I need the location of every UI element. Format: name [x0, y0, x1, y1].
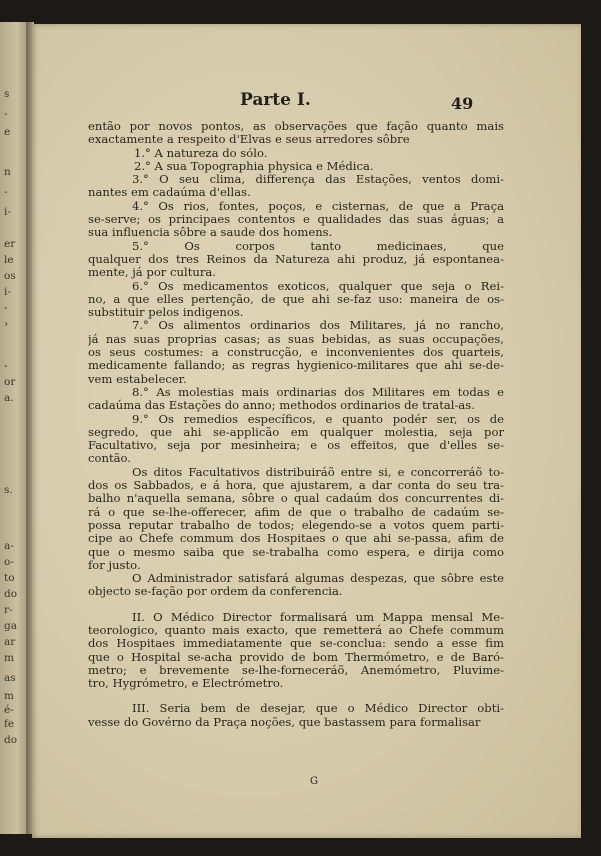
left-page-fragment: s	[4, 88, 10, 100]
text-line: já nas suas proprias casas; as suas bebidas, as suas occupações,	[88, 332, 504, 346]
adjacent-left-page	[0, 22, 28, 834]
text-line: metro; e brevemente se-lhe-forneceráõ, Anemómetro, Pluvime-	[88, 663, 504, 677]
running-head: Parte I.	[240, 90, 311, 110]
text-line: rá o que se-lhe-offerecer, afim de que o trabalho de cadaúm se-	[88, 505, 504, 519]
left-page-fragment: -	[4, 186, 8, 198]
left-page-fragment: -	[4, 302, 8, 314]
text-line: 8.° As molestias mais ordinarias dos Militares em todas e	[132, 385, 504, 399]
left-page-fragment: o-	[4, 556, 14, 568]
text-line: então por novos pontos, as observações que fação quanto mais	[88, 120, 504, 133]
text-line: no, a que elles pertenção, de que ahi se-faz uso: maneira de os-	[88, 292, 504, 306]
page-header	[32, 90, 581, 118]
text-line: que o Hospital se-acha provido de bom Thermómetro, e de Baró-	[88, 650, 504, 664]
text-line: dos Hospitaes immediatamente que se-conclua: sendo a esse fim	[88, 637, 504, 651]
text-line: sua influencia sôbre a saude dos homens.	[88, 226, 333, 240]
left-page-fragment: fe	[4, 718, 15, 730]
left-page-fragment: -	[4, 360, 8, 372]
text-line: 2.° A sua Topographia physica e Médica.	[134, 159, 374, 173]
paragraph-gap	[88, 599, 504, 611]
text-line: qualquer dos tres Reinos da Natureza ahi produz, já espontanea-	[88, 252, 504, 266]
left-page-fragment: as	[4, 672, 16, 684]
text-line: 4.° Os rios, fontes, poços, e cisternas, de que a Praça	[132, 199, 504, 213]
left-page-fragment: s.	[4, 484, 13, 496]
text-line: exactamente a respeito d'Elvas e seus arredores sôbre	[88, 133, 410, 147]
text-line: medicamente fallando; as regras hygienico-militares que ahi se-de-	[88, 359, 504, 373]
text-line: teorologico, quanto mais exacto, que remetterá ao Chefe commum	[88, 623, 504, 637]
paragraph-gap	[88, 690, 504, 702]
left-page-fragment: n	[4, 166, 11, 178]
left-page-fragment: m	[4, 690, 14, 702]
text-line: objecto se-fação por ordem da conferencia.	[88, 585, 343, 599]
left-page-fragment: é-	[4, 704, 14, 716]
text-line: for justo.	[88, 558, 141, 572]
text-line: nantes em cadaúma d'ellas.	[88, 186, 251, 200]
text-line: balho n'aquella semana, sôbre o qual cadaúm dos concurrentes di-	[88, 492, 504, 506]
left-page-fragment: ›	[4, 318, 9, 330]
text-line: vesse do Govérno da Praça noções, que bastassem para formalisar	[88, 715, 481, 729]
text-line: cipe ao Chefe commum dos Hospitaes o que ahi se-passa, afim de	[88, 532, 504, 546]
left-page-fragment: m	[4, 652, 14, 664]
left-page-fragment: r-	[4, 604, 13, 616]
body-text	[88, 120, 504, 729]
text-line: se-serve; os principaes contentos e qualidades das suas águas; a	[88, 213, 504, 227]
left-page-fragment: to	[4, 572, 15, 584]
left-page-fragment: ga	[4, 620, 17, 632]
text-line: II. O Médico Director formalisará um Mappa mensal Me-	[132, 610, 504, 624]
left-page-fragment: er	[4, 238, 16, 250]
text-line: dos os Sabbados, e á hora, que ajustarem, a dar conta do seu tra-	[88, 479, 504, 493]
text-line: 9.° Os remedios específicos, e quanto podér ser, os de	[132, 412, 504, 426]
text-line: substituir pelos indigenos.	[88, 306, 244, 320]
text-line: cadaúma das Estações do anno; methodos ordinarios de tratal-as.	[88, 399, 475, 413]
left-page-fragment: a.	[4, 392, 14, 404]
text-line: O Administrador satisfará algumas despezas, que sôbre este	[132, 572, 504, 586]
text-line: possa reputar trabalho de todos; elegendo-se a votos quem parti-	[88, 518, 504, 532]
text-line: 6.° Os medicamentos exoticos, qualquer que seja o Rei-	[132, 279, 504, 293]
signature-mark: G	[310, 776, 318, 787]
left-page-fragment: le	[4, 254, 14, 266]
text-line: Facultativo, seja por mesinheira; e os effeitos, que d'elles se-	[88, 439, 504, 453]
left-page-fragment: or	[4, 376, 16, 388]
left-page-fragment: do	[4, 588, 18, 600]
text-line: os seus costumes: a construcção, e inconvenientes dos quarteis,	[88, 346, 504, 360]
text-line: contão.	[88, 452, 131, 466]
text-line: mente, já por cultura.	[88, 266, 216, 280]
text-line: Os ditos Facultativos distribuiráõ entre si, e concorreráõ to-	[132, 465, 504, 479]
text-line: 7.° Os alimentos ordinarios dos Militares, já no rancho,	[132, 319, 504, 333]
left-page-fragment: do	[4, 734, 18, 746]
book-page	[32, 24, 581, 838]
text-line: III. Seria bem de desejar, que o Médico Director obti-	[132, 702, 504, 716]
text-line: 5.° Os corpos tanto medicinaes, que	[132, 239, 504, 253]
text-line: 1.° A natureza do sólo.	[134, 146, 268, 160]
text-line: 3.° O seu clima, differença das Estações, ventos domi-	[132, 173, 504, 187]
page-number: 49	[451, 94, 474, 113]
text-line: segredo, que ahi se-applicão em qualquer molestia, seja por	[88, 425, 504, 439]
left-page-fragment: os	[4, 270, 16, 282]
left-page-fragment: -	[4, 108, 8, 120]
text-line: vem estabelecer.	[88, 372, 187, 386]
left-page-fragment: a-	[4, 540, 14, 552]
left-page-fragment: i-	[4, 206, 11, 218]
text-line: que o mesmo saiba que se-trabalha como espera, e dirija como	[88, 545, 504, 559]
left-page-fragment: ar	[4, 636, 16, 648]
left-page-fragment: i-	[4, 286, 11, 298]
left-page-fragment: e	[4, 126, 11, 138]
text-line: tro, Hygrómetro, e Electrómetro.	[88, 677, 284, 691]
